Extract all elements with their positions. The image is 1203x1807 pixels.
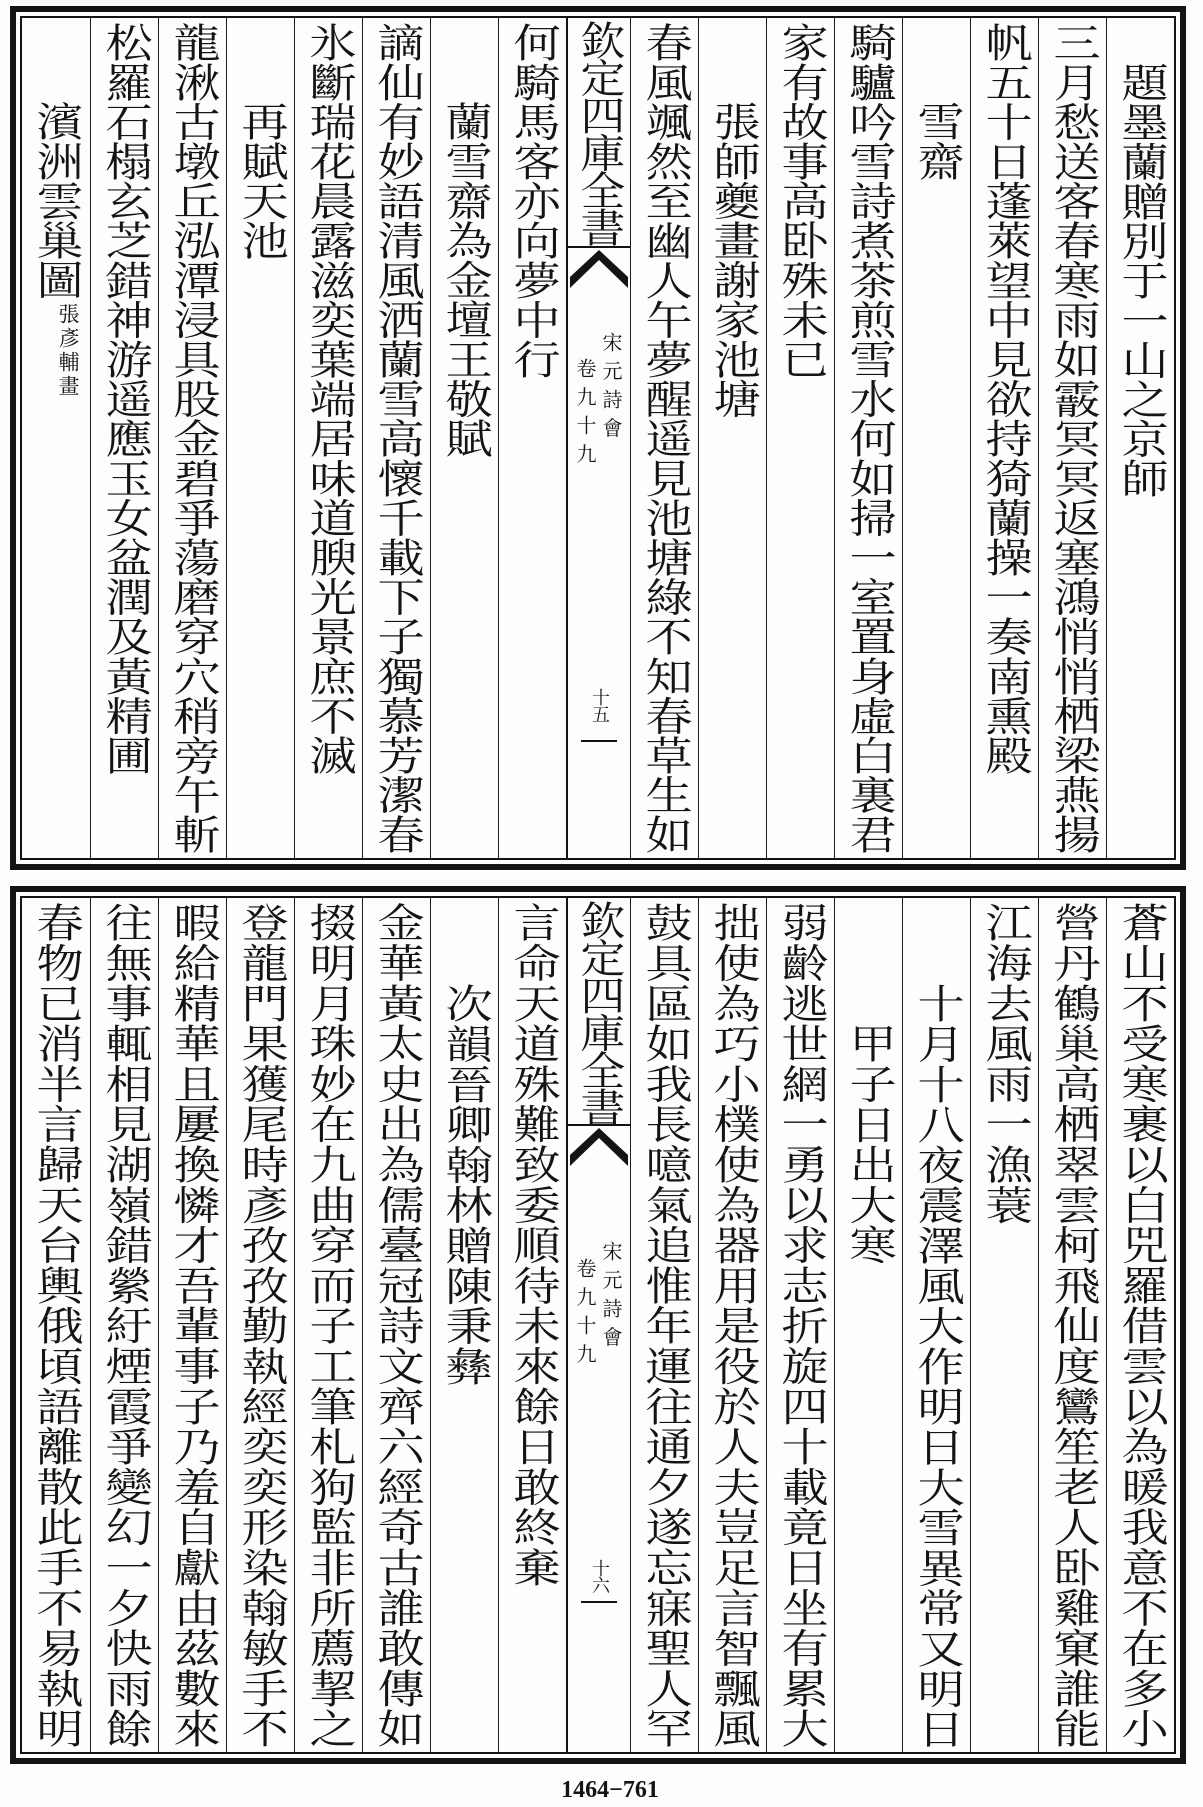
collection-title: 欽定四庫全書 xyxy=(573,20,625,245)
poem-title-column xyxy=(902,898,970,1752)
poem-title-column xyxy=(430,18,498,858)
column-text: 家有故事高卧殊未已 xyxy=(773,22,828,379)
column-text: 濱洲雲巢圖 xyxy=(28,101,84,300)
page-number: 十六 xyxy=(589,1559,610,1593)
column-text: 往無事輒相見湖嶺錯縈紆煙霞爭變幻一夕快雨餘 xyxy=(97,902,152,1749)
poem-line-column xyxy=(362,898,430,1752)
poem-line-column xyxy=(1038,898,1106,1752)
column-text: 蘭雪齋為金壇王敬賦 xyxy=(437,101,492,458)
poem-line-column xyxy=(294,18,362,858)
column-text: 鼓具區如我長噫氣追惟年運往通夕遂忘寐聖人罕 xyxy=(637,902,692,1749)
fishtail-mark xyxy=(568,1122,630,1168)
column-text: 謫仙有妙語清風洒蘭雪高懷千載下子獨慕芳潔春 xyxy=(369,22,424,854)
column-text: 弱齡逃世網一勇以求志折旋四十載竟日坐有累大 xyxy=(773,902,828,1749)
poem-title-column xyxy=(698,18,766,858)
poem-line-column xyxy=(1106,898,1174,1752)
banxin-center-column xyxy=(566,18,630,858)
footer-page-code: 1464−761 xyxy=(561,1777,659,1803)
page-number: 十五 xyxy=(589,688,610,722)
poem-line-column xyxy=(22,898,90,1752)
column-text: 春風颯然至幽人午夢醒遥見池塘綠不知春草生如 xyxy=(637,22,692,854)
poem-line-column xyxy=(90,898,158,1752)
page-number-rule xyxy=(581,740,617,742)
book-title-label: 宋元詩會 xyxy=(599,1241,623,1355)
column-text: 拙使為巧小樸使為器用是役於人夫豈足言智飄風 xyxy=(705,902,760,1749)
column-text: 掇明月珠妙在九曲穿而子工筆札狗監非所薦挈之 xyxy=(301,902,356,1749)
column-text: 張師夔畫謝家池塘 xyxy=(705,101,760,418)
column-text: 蒼山不受寒裹以白兕羅借雲以為暖我意不在多小 xyxy=(1113,902,1168,1749)
poem-line-column xyxy=(970,18,1038,858)
fishtail-mark xyxy=(568,244,630,290)
poem-line-column xyxy=(498,898,566,1752)
column-text: 帆五十日蓬萊望中見欲持猗蘭操一奏南熏殿 xyxy=(977,22,1032,775)
page-frame-upper xyxy=(10,6,1186,870)
poem-line-column xyxy=(90,18,158,858)
column-text: 何騎馬客亦向夢中行 xyxy=(505,22,560,379)
column-text: 金華黃太史出為儒臺冠詩文齊六經奇古誰敢傳如 xyxy=(369,902,424,1749)
column-text: 氷斷瑞花晨露滋奕葉端居味道腴光景庶不滅 xyxy=(301,22,356,775)
column-text: 登龍門果獲尾時彥孜孜勤執經奕奕形染翰敏手不 xyxy=(233,902,288,1749)
column-text: 雪齋 xyxy=(909,101,964,181)
poem-title-column xyxy=(226,18,294,858)
painter-attribution-note: 張彥輔畫 xyxy=(56,303,80,400)
poem-line-column xyxy=(294,898,362,1752)
column-text: 松羅石榻玄芝錯神游遥應玉女盆潤及黃精圃 xyxy=(97,22,152,775)
poem-line-column xyxy=(362,18,430,858)
column-text: 營丹鶴巢高栖翠雲柯飛仙度鸞笙老人卧雞窠誰能 xyxy=(1045,902,1100,1749)
poem-line-column xyxy=(970,898,1038,1752)
column-text: 騎驢吟雪詩煮茶煎雪水何如掃一室置身虛白裏君 xyxy=(841,22,896,854)
column-text: 題墨蘭贈別于一山之京師 xyxy=(1113,61,1168,498)
poem-line-column xyxy=(158,898,226,1752)
page-frame-lower xyxy=(10,886,1186,1764)
poem-line-column xyxy=(226,898,294,1752)
poem-line-column xyxy=(698,898,766,1752)
poem-title-column xyxy=(834,898,902,1752)
text-grid xyxy=(20,16,1176,860)
text-grid xyxy=(20,896,1176,1754)
column-text: 三月愁送客春寒雨如霰冥冥返塞鴻悄悄栖梁燕揚 xyxy=(1045,22,1100,854)
collection-title: 欽定四庫全書 xyxy=(573,900,625,1125)
column-text: 次韻晉卿翰林贈陳秉彝 xyxy=(437,982,492,1386)
poem-line-column xyxy=(766,18,834,858)
column-text: 暇給精華且屢換憐才吾輩事子乃羞自獻由茲數來 xyxy=(165,902,220,1749)
column-text: 再賦天池 xyxy=(233,101,288,260)
poem-line-column xyxy=(630,18,698,858)
column-text: 言命天道殊難致委順待未來餘日敢終棄 xyxy=(505,902,560,1588)
column-text: 江海去風雨一漁蓑 xyxy=(977,902,1032,1225)
book-title-label: 宋元詩會 xyxy=(599,332,623,446)
column-text: 春物已消半言歸天台輿俄頃語離散此手不易執明 xyxy=(28,902,84,1749)
poem-line-column xyxy=(630,898,698,1752)
poem-title-column xyxy=(430,898,498,1752)
poem-title-column xyxy=(1106,18,1174,858)
poem-line-column xyxy=(498,18,566,858)
poem-title-column xyxy=(22,18,90,858)
poem-line-column xyxy=(158,18,226,858)
poem-title-column xyxy=(902,18,970,858)
volume-label: 卷九十九 xyxy=(573,358,597,472)
poem-line-column xyxy=(766,898,834,1752)
banxin-center-column xyxy=(566,898,630,1752)
column-text: 十月十八夜震澤風大作明日大雪異常又明日 xyxy=(909,982,964,1749)
page-number-rule xyxy=(581,1601,617,1603)
poem-line-column xyxy=(1038,18,1106,858)
poem-line-column xyxy=(834,18,902,858)
column-text: 龍湫古墩丘泓潭浸具股金碧爭蕩磨穿穴稍旁午斬 xyxy=(165,22,220,854)
volume-label: 卷九十九 xyxy=(573,1258,597,1372)
column-text: 甲子日出大寒 xyxy=(841,1022,896,1265)
